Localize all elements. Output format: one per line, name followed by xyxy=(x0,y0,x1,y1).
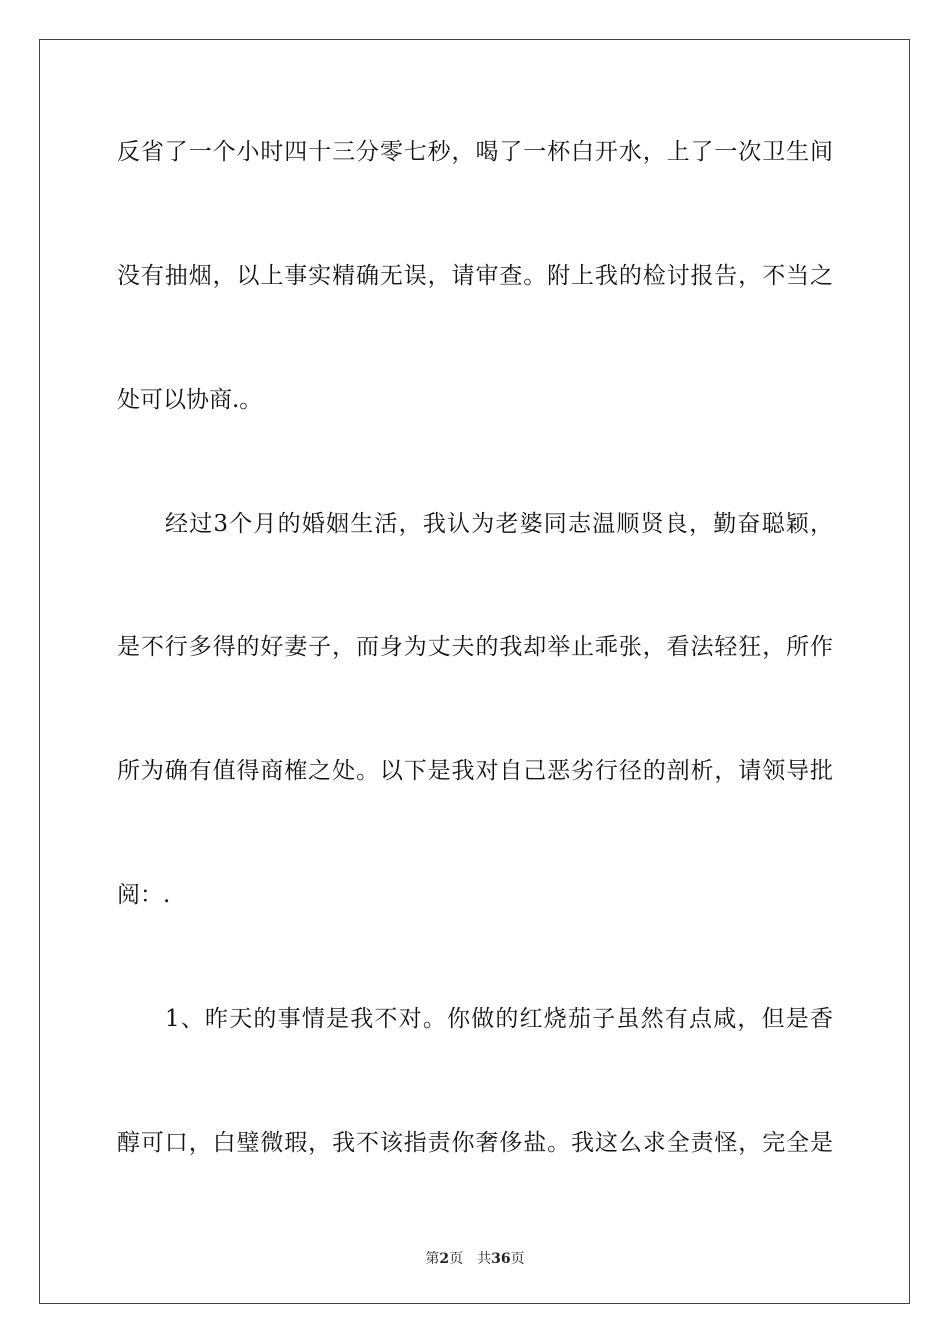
footer-page-suffix: 页 xyxy=(449,1251,464,1267)
text-line-9: 醇可口，白璧微瑕，我不该指责你奢侈盐。我这么求全责怪，完全是 xyxy=(117,1130,833,1156)
text-line-4: 经过3个月的婚姻生活，我认为老婆同志温顺贤良，勤奋聪颖， xyxy=(165,511,833,537)
text-line-3: 处可以协商.。 xyxy=(117,387,263,413)
text-line-2: 没有抽烟，以上事实精确无误，请审查。附上我的检讨报告，不当之 xyxy=(117,263,833,289)
footer-total-prefix: 共 xyxy=(477,1251,492,1267)
text-line-1: 反省了一个小时四十三分零七秒，喝了一杯白开水，上了一次卫生间 xyxy=(117,139,833,165)
footer-total-number: 36 xyxy=(491,1251,511,1267)
footer-page-number: 2 xyxy=(439,1251,450,1267)
text-line-8: 1、昨天的事情是我不对。你做的红烧茄子虽然有点咸，但是香 xyxy=(165,1006,833,1032)
text-line-6: 所为确有值得商榷之处。以下是我对自己恶劣行径的剖析，请领导批 xyxy=(117,758,833,784)
footer-page-prefix: 第 xyxy=(425,1251,440,1267)
text-line-7: 阅：. xyxy=(117,882,171,908)
footer-total-suffix: 页 xyxy=(510,1251,525,1267)
text-line-5: 是不行多得的好妻子，而身为丈夫的我却举止乖张，看法轻狂，所作 xyxy=(117,634,833,660)
page-footer xyxy=(0,1248,950,1268)
page-border xyxy=(39,39,910,1304)
